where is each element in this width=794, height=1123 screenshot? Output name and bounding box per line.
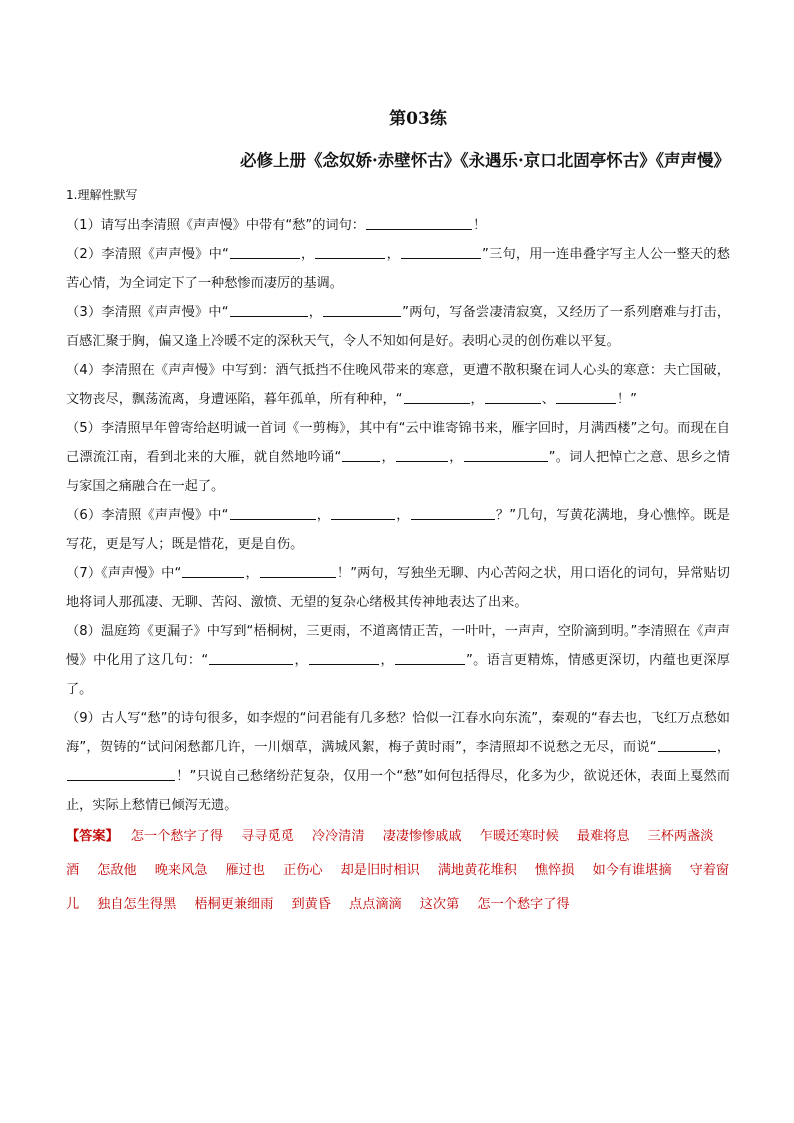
question-4: （4）李清照在《声声慢》中写到：酒气抵挡不住晚风带来的寒意，更遭不散积聚在词人心头的寒意：夫亡国破，文物丧尽，飘荡流离，身遭诬陷，暮年孤单，所有种种，“ ， 、 ！” [66, 363, 730, 407]
section-heading: 1.理解性默写 [66, 188, 138, 202]
question-3: （3）李清照《声声慢》中“ ， ”两句，写备尝凄清寂寞，又经历了一系列磨难与打击，百感汇聚于胸，偏又逢上冷暖不定的深秋天气，令人不知如何是好。表明心灵的创伤难以平复。 [66, 298, 730, 356]
answer-blank[interactable] [331, 505, 395, 520]
answer-blank[interactable] [556, 389, 616, 404]
answer-blank[interactable] [485, 389, 541, 404]
answer-item: 却是旧时相识 [340, 863, 420, 878]
answer-item: 晚来风急 [154, 863, 208, 878]
question-1: （1）请写出李清照《声声慢》中带有“愁”的词句： ！ [66, 211, 730, 240]
page-title: 第03练 [389, 109, 447, 129]
answer-blank[interactable] [395, 650, 465, 665]
question-8: （8）温庭筠《更漏子》中写到“梧桐树，三更雨，不道离情正苦，一叶叶，一声声，空阶滴到明。”李清照在《声声慢》中化用了这几句：“ ， ， ”。语言更精炼，情感更深切，内蕴也更深厚了。 [66, 624, 730, 697]
answer-blank[interactable] [366, 215, 472, 230]
question-2: （2）李清照《声声慢》中“ ， ， ”三句，用一连串叠字写主人公一整天的愁苦心情，为全词定下了一种愁惨而凄厉的基调。 [66, 240, 730, 298]
answer-blank[interactable] [230, 244, 300, 259]
answer-item: 寻寻觅觅 [241, 829, 294, 844]
question-6: （6）李清照《声声慢》中“ ， ， ？”几句，写黄花满地，身心憔悴。既是写花，更是写人；既是惜花，更是自伤。 [66, 501, 730, 559]
question-9: （9）古人写“愁”的诗句很多，如李煜的“问君能有几多愁？恰似一江春水向东流”，秦观的“春去也，飞红万点愁如海”，贺铸的“试问闲愁都几许，一川烟草，满城风絮，梅子黄时雨”，李清照却不说愁之无尽，而说“ ，！”只说自己愁绪纷茫复杂，仅用一个“愁”如何包括得尽，化多为少，欲说还休，表面上戛然而止，实际上愁情已倾泻无遗。 [66, 711, 731, 813]
answer-item: 这次第 [419, 897, 460, 912]
answer-item: 点点滴滴 [349, 897, 402, 912]
answer-blank[interactable] [404, 389, 470, 404]
answer-blank[interactable] [315, 244, 385, 259]
answer-blank[interactable] [401, 244, 481, 259]
answer-blank[interactable] [230, 505, 316, 520]
answer-item: 乍暖还寒时候 [479, 829, 559, 844]
page-subtitle: 必修上册《念奴娇·赤壁怀古》《永遇乐·京口北固亭怀古》《声声慢》 [240, 151, 730, 170]
answer-item: 梧桐更兼细雨 [194, 897, 274, 912]
answer-item: 怎敌他 [97, 863, 137, 878]
answer-blank[interactable] [67, 766, 175, 781]
question-5: （5）李清照早年曾寄给赵明诚一首词《一剪梅》，其中有“云中谁寄锦书来，雁字回时，月满西楼”之句。而现在自己漂流江南，看到北来的大雁，就自然地吟诵“ ， ， ”。词人把悼亡之意、思乡之情与家国之痛融合在一起了。 [66, 421, 730, 494]
answer-blank[interactable] [323, 302, 401, 317]
answer-item: 凄凄惨惨戚戚 [382, 829, 462, 844]
answer-blank[interactable] [464, 447, 548, 462]
answer-blank[interactable] [658, 737, 716, 752]
answer-blank[interactable] [182, 563, 244, 578]
answer-item: 冷冷清清 [311, 829, 365, 844]
answer-item: 雁过也 [225, 863, 266, 878]
answer-blank[interactable] [342, 447, 380, 462]
answer-item: 憔悴损 [534, 863, 575, 878]
answer-block [66, 820, 730, 922]
answer-item: 怎一个愁字了得 [477, 897, 570, 912]
answer-blank[interactable] [230, 302, 308, 317]
answer-blank[interactable] [309, 650, 379, 665]
answer-item: 怎一个愁字了得 [130, 829, 224, 844]
answer-item: 三杯两盏淡酒 [66, 829, 714, 878]
answer-item: 如今有谁堪摘 [592, 863, 672, 878]
answer-item: 最难将息 [576, 829, 630, 844]
answer-item: 独自怎生得黑 [97, 897, 177, 912]
answer-blank[interactable] [411, 505, 495, 520]
answer-item: 正伤心 [283, 863, 323, 878]
answer-item: 守着窗儿 [66, 863, 730, 912]
answer-blank[interactable] [209, 650, 293, 665]
answer-blank[interactable] [260, 563, 336, 578]
answer-item: 满地黄花堆积 [437, 863, 517, 878]
answer-item: 到黄昏 [291, 897, 331, 912]
answer-label: 【答案】 [66, 829, 119, 844]
question-7: （7）《声声慢》中“ ， ！”两句，写独坐无聊、内心苦闷之状，用口语化的词句，异常贴切地将词人那孤凄、无聊、苦闷、激愤、无望的复杂心绪极其传神地表达了出来。 [66, 559, 730, 617]
answer-blank[interactable] [396, 447, 448, 462]
question-list [66, 211, 730, 922]
